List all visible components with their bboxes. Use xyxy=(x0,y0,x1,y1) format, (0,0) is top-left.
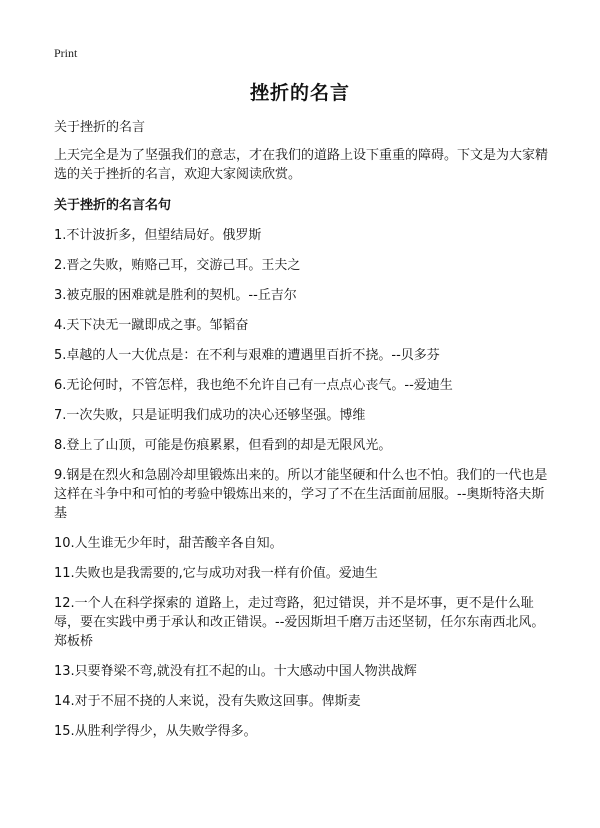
document-content xyxy=(54,118,554,752)
quote-item: 7.一次失败，只是证明我们成功的决心还够坚强。博维 xyxy=(54,408,366,423)
quote-item: 2.晋之失败，贿赂己耳，交游己耳。王夫之 xyxy=(54,258,301,273)
quote-item: 6.无论何时，不管怎样，我也绝不允许自己有一点点心丧气。--爱迪生 xyxy=(54,378,453,393)
intro-paragraph: 上天完全是为了坚强我们的意志，才在我们的道路上设下重重的障碍。下文是为大家精选的关于挫折的名言，欢迎大家阅读欣赏。 xyxy=(54,148,549,182)
quote-item: 1.不计波折多，但望结局好。俄罗斯 xyxy=(54,228,262,243)
quote-item: 8.登上了山顶，可能是伤痕累累，但看到的却是无限风光。 xyxy=(54,438,392,453)
quote-item: 3.被克服的困难就是胜利的契机。--丘吉尔 xyxy=(54,288,297,303)
quote-item: 10.人生谁无少年时，甜苦酸辛各自知。 xyxy=(54,536,283,551)
quote-item: 14.对于不屈不挠的人来说，没有失败这回事。俾斯麦 xyxy=(54,694,361,709)
quote-item: 5.卓越的人一大优点是：在不利与艰难的遭遇里百折不挠。--贝多芬 xyxy=(54,348,440,363)
print-label: Print xyxy=(54,46,78,60)
subtitle: 关于挫折的名言 xyxy=(54,120,146,135)
quote-item: 13.只要脊梁不弯,就没有扛不起的山。十大感动中国人物洪战辉 xyxy=(54,664,417,679)
quote-item: 4.天下决无一蹴即成之事。邹韬奋 xyxy=(54,318,249,333)
quote-item: 11.失败也是我需要的,它与成功对我一样有价值。爱迪生 xyxy=(54,566,378,581)
quote-item: 15.从胜利学得少，从失败学得多。 xyxy=(54,724,257,739)
quote-item: 12.一个人在科学探索的 道路上，走过弯路，犯过错误，并不是坏事，更不是什么耻辱，要在实践中勇于承认和改正错误。--爱因斯坦千磨万击还坚韧，任尔东南西北风。郑板桥 xyxy=(54,596,545,649)
page-title: 挫折的名言 xyxy=(249,82,350,104)
quote-item: 9.钢是在烈火和急剧冷却里锻炼出来的。所以才能坚硬和什么也不怕。我们的一代也是这样在斗争中和可怕的考验中锻炼出来的，学习了不在生活面前屈服。--奥斯特洛夫斯基 xyxy=(54,468,548,521)
section-heading: 关于挫折的名言名句 xyxy=(54,198,172,213)
